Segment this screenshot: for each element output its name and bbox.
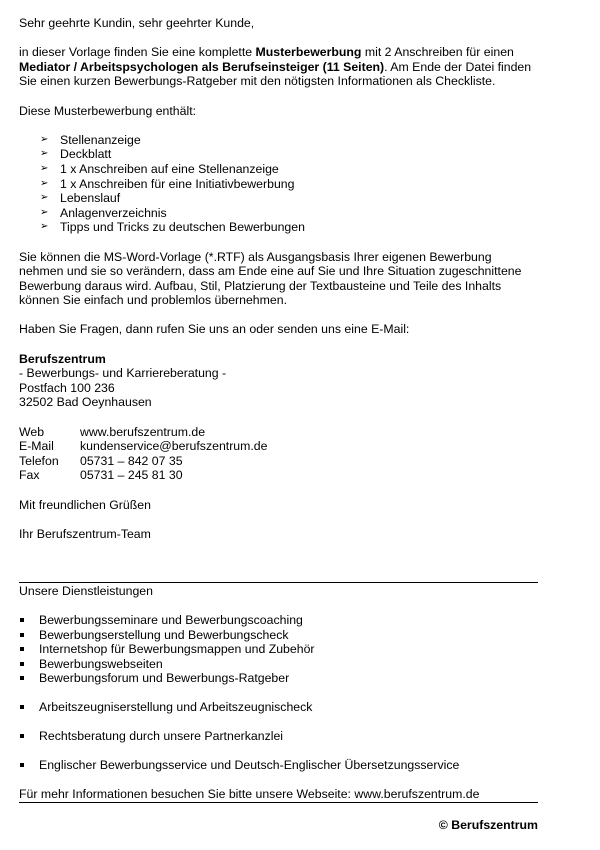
list-item: Bewerbungsseminare und Bewerbungscoaching — [19, 613, 539, 628]
company-name: Berufszentrum — [19, 351, 106, 366]
company-subtitle: - Bewerbungs- und Karriereberatung - — [19, 366, 227, 381]
square-bullet-icon — [20, 676, 24, 680]
square-bullet-icon — [20, 705, 24, 709]
services-list-4 — [19, 758, 539, 773]
arrow-bullet-icon: ➢ — [40, 148, 49, 160]
contact-label: Fax — [19, 468, 40, 483]
divider-bottom — [19, 802, 538, 803]
intro-text-2: mit 2 Anschreiben für einen — [361, 45, 514, 60]
salutation: Sehr geehrte Kundin, sehr geehrter Kunde, — [19, 16, 255, 30]
contact-label: Web — [19, 424, 45, 439]
list-item: ➢ 1 x Anschreiben auf eine Stellenanzeige — [40, 161, 279, 176]
list-item: Bewerbungserstellung und Bewerbungscheck — [19, 628, 539, 643]
intro-bold-1: Musterbewerbung — [255, 45, 362, 60]
list-item: Arbeitszeugniserstellung und Arbeitszeugnischeck — [19, 700, 539, 715]
footer-info: Für mehr Informationen besuchen Sie bitte unsere Webseite: www.berufszentrum.de — [19, 787, 480, 801]
list-item: ➢ Tipps und Tricks zu deutschen Bewerbungen — [40, 220, 305, 235]
list-item: Bewerbungswebseiten — [19, 657, 539, 672]
usage-paragraph: Sie können die MS-Word-Vorlage (*.RTF) als Ausgangsbasis Ihrer eigenen Bewerbung nehmen und sie so verändern, dass am Ende eine auf Sie und Ihre Situation zugeschnittene Bewerbung daraus wird. Aufbau, Stil, Platzierung der Textbausteine und Teile des Inhalts können Sie einfach und problemlos übernehmen. — [19, 249, 522, 308]
signature: Ihr Berufszentrum-Team — [19, 526, 151, 541]
divider-top — [19, 582, 538, 583]
services-list-3 — [19, 729, 539, 744]
postbox: Postfach 100 236 — [19, 380, 115, 395]
arrow-bullet-icon: ➢ — [40, 162, 49, 174]
letter-body — [19, 16, 539, 541]
fax-value: 05731 – 245 81 30 — [80, 468, 183, 483]
intro-bold-2: Mediator / Arbeitspsychologen als Berufseinsteiger (11 Seiten) — [19, 59, 385, 74]
arrow-bullet-icon: ➢ — [40, 133, 49, 145]
services-list — [19, 613, 539, 686]
contact-row-email — [19, 439, 539, 454]
intro-paragraph — [19, 45, 539, 89]
questions-paragraph: Haben Sie Fragen, dann rufen Sie uns an oder senden uns eine E-Mail: — [19, 322, 410, 337]
list-item: Bewerbungsforum und Bewerbungs-Ratgeber — [19, 671, 539, 686]
list-item: Englischer Bewerbungsservice und Deutsch-Englischer Übersetzungsservice — [19, 758, 539, 773]
copyright: © Berufszentrum — [438, 818, 538, 832]
arrow-bullet-icon: ➢ — [40, 192, 49, 204]
address-block — [19, 352, 539, 410]
web-link[interactable]: www.berufszentrum.de — [80, 424, 206, 439]
square-bullet-icon — [20, 618, 24, 622]
closing: Mit freundlichen Grüßen — [19, 497, 151, 512]
contact-label: Telefon — [19, 453, 59, 468]
list-item: ➢ 1 x Anschreiben für eine Initiativbewerbung — [40, 176, 295, 191]
list-item: Internetshop für Bewerbungsmappen und Zubehör — [19, 642, 539, 657]
contact-row-phone — [19, 454, 539, 469]
square-bullet-icon — [20, 633, 24, 637]
list-item: ➢ Stellenanzeige — [40, 132, 141, 147]
square-bullet-icon — [20, 734, 24, 738]
contact-table — [19, 425, 539, 483]
services-list-2 — [19, 700, 539, 715]
contains-list — [19, 133, 539, 235]
arrow-bullet-icon: ➢ — [40, 206, 49, 218]
city: 32502 Bad Oeynhausen — [19, 395, 152, 410]
square-bullet-icon — [20, 647, 24, 651]
contact-label: E-Mail — [19, 439, 54, 454]
intro-text-3: . Am Ende der Datei finden Sie einen kurzen Bewerbungs-Ratgeber mit den nötigsten Informationen als Checkliste. — [19, 59, 532, 89]
list-item: Rechtsberatung durch unsere Partnerkanzlei — [19, 729, 539, 744]
email-link[interactable]: kundenservice@berufszentrum.de — [80, 439, 268, 454]
list-item: ➢ Deckblatt — [40, 147, 112, 162]
arrow-bullet-icon: ➢ — [40, 177, 49, 189]
list-item: ➢ Lebenslauf — [40, 191, 121, 206]
square-bullet-icon — [20, 763, 24, 767]
square-bullet-icon — [20, 662, 24, 666]
contact-row-web — [19, 425, 539, 440]
list-item: ➢ Anlagenverzeichnis — [40, 205, 167, 220]
contact-row-fax — [19, 468, 539, 483]
arrow-bullet-icon: ➢ — [40, 221, 49, 233]
intro-text-1: in dieser Vorlage finden Sie eine komplette — [19, 45, 256, 60]
phone-value: 05731 – 842 07 35 — [80, 453, 183, 468]
services-title: Unsere Dienstleistungen — [19, 584, 153, 598]
contains-heading: Diese Musterbewerbung enthält: — [19, 103, 197, 118]
